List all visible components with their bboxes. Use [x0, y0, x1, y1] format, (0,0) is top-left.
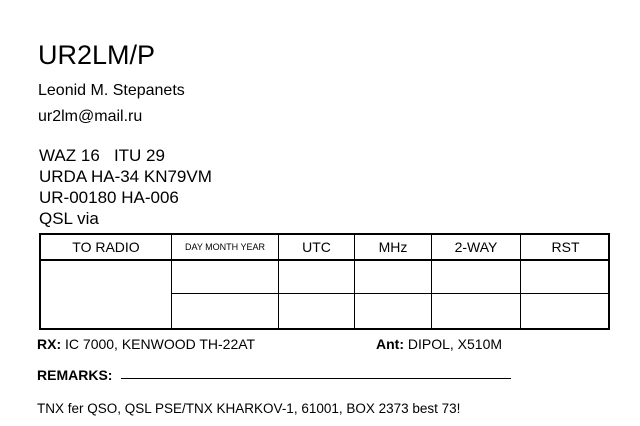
- info-line-ur: UR-00180 HA-006: [39, 188, 179, 207]
- column-divider: [354, 235, 355, 328]
- header-2way: 2-WAY: [454, 239, 498, 255]
- rx-label: RX:: [37, 336, 62, 352]
- ant-value: DIPOL, X510M: [407, 336, 503, 352]
- column-divider: [431, 235, 432, 328]
- email: ur2lm@mail.ru: [38, 108, 143, 125]
- column-divider: [278, 235, 279, 328]
- info-line-urda: URDA HA-34 KN79VM: [39, 167, 212, 186]
- header-divider: [41, 259, 610, 261]
- remarks-label: REMARKS:: [37, 367, 113, 383]
- callsign: UR2LM/P: [38, 40, 156, 70]
- column-divider: [520, 235, 521, 328]
- qso-table: [39, 233, 610, 330]
- info-line-qsl-via: QSL via: [39, 209, 99, 228]
- antenna-equipment: [376, 335, 502, 353]
- remarks-line: [121, 378, 511, 379]
- column-divider: [171, 235, 172, 328]
- header-rst: RST: [551, 239, 580, 255]
- header-mhz: MHz: [378, 239, 408, 255]
- operator-name: Leonid M. Stepanets: [38, 82, 185, 99]
- rx-equipment: [37, 335, 255, 353]
- ant-label: Ant:: [376, 336, 404, 352]
- rx-value: IC 7000, KENWOOD TH-22AT: [65, 336, 256, 352]
- row-divider: [171, 293, 610, 294]
- header-utc: UTC: [302, 239, 331, 255]
- header-date: DAY MONTH YEAR: [184, 242, 265, 252]
- station-info: [39, 145, 212, 229]
- info-line-zones: WAZ 16 ITU 29: [39, 146, 165, 165]
- header-to-radio: TO RADIO: [72, 239, 140, 255]
- footer-text: TNX fer QSO, QSL PSE/TNX KHARKOV-1, 61001, BOX 2373 best 73!: [37, 401, 461, 416]
